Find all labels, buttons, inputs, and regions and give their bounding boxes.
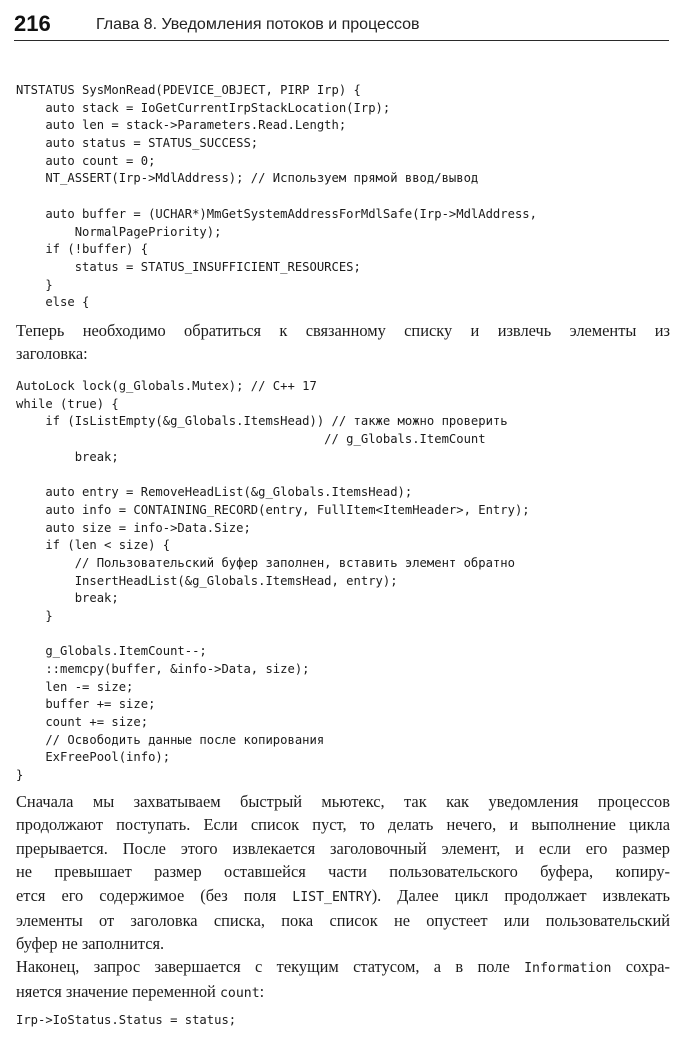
code-line: count += size; (16, 715, 149, 730)
code-line: auto stack = IoGetCurrentIrpStackLocation(Irp); (16, 100, 391, 115)
code-line (16, 188, 537, 206)
inline-code-count: count (219, 986, 260, 1002)
paragraph-line: прерывается. После этого извлекается заголовочный элемент, и если его размер (16, 838, 670, 858)
code-block-sysmonread (16, 82, 537, 312)
code-line: Irp->IoStatus.Status = status; (16, 1013, 237, 1027)
code-line: len -= size; (16, 679, 134, 694)
code-line: } (16, 277, 53, 292)
code-line: g_Globals.ItemCount--; (16, 644, 207, 659)
code-line: // Освободить данные после копирования (16, 732, 325, 747)
paragraph-line: заголовка: (16, 344, 88, 364)
code-line: if (!buffer) { (16, 242, 149, 257)
paragraph-loop-explanation (16, 790, 670, 956)
code-line: ExFreePool(info); (16, 750, 171, 765)
code-line: auto count = 0; (16, 153, 156, 168)
code-block-list-loop (16, 378, 530, 785)
paragraph-line: не превышает размер оставшейся части пользовательского буфера, копиру- (16, 862, 670, 882)
code-line: break; (16, 449, 119, 464)
paragraph-completion (16, 955, 670, 1006)
code-line: while (true) { (16, 396, 119, 411)
code-line: InsertHeadList(&g_Globals.ItemsHead, entry); (16, 573, 398, 588)
code-line: // Пользовательский буфер заполнен, вставить элемент обратно (16, 555, 515, 570)
code-line: if (IsListEmpty(&g_Globals.ItemsHead)) // также можно проверить (16, 414, 508, 429)
code-line: status = STATUS_INSUFFICIENT_RESOURCES; (16, 259, 361, 274)
paragraph-line: Сначала мы захватываем быстрый мьютекс, так как уведомления процессов (16, 792, 670, 811)
paragraph-line (16, 980, 670, 1005)
paragraph-text: сохра- (611, 957, 670, 976)
paragraph-text: ется его содержимое (без поля (16, 885, 293, 905)
paragraph-line: Теперь необходимо обратиться к связанному списку и извлечь элементы из (16, 321, 670, 340)
code-line: else { (16, 295, 90, 310)
code-line: buffer += size; (16, 697, 156, 712)
paragraph-text: няется значение переменной (16, 982, 220, 1002)
paragraph-text: : (259, 982, 265, 1002)
paragraph-text: Наконец, запрос завершается с текущим статусом, а в поле (16, 957, 525, 976)
code-line: ::memcpy(buffer, &info->Data, size); (16, 662, 310, 676)
code-block-iostatus (16, 1012, 236, 1030)
chapter-title: Глава 8. Уведомления потоков и процессов (96, 16, 420, 33)
code-line: NT_ASSERT(Irp->MdlAddress); // Используем прямой ввод/вывод (16, 171, 479, 186)
code-line: auto entry = RemoveHeadList(&g_Globals.ItemsHead); (16, 485, 413, 500)
code-line (16, 626, 530, 644)
code-line: auto buffer = (UCHAR*)MmGetSystemAddressForMdlSafe(Irp->MdlAddress, (16, 206, 537, 221)
inline-code-information: Information (524, 961, 612, 976)
code-line: break; (16, 591, 119, 606)
paragraph-line: буфер не заполнится. (16, 934, 165, 954)
code-line: auto size = info->Data.Size; (16, 520, 251, 535)
code-line: auto len = stack->Parameters.Read.Length; (16, 118, 347, 133)
code-line: if (len < size) { (16, 538, 171, 553)
paragraph-list-intro (16, 319, 670, 366)
paragraph-line: элементы от заголовка списка, пока список не опустеет или пользовательский (16, 911, 670, 931)
code-line: } (16, 768, 24, 783)
paragraph-line (16, 884, 670, 909)
code-line: AutoLock lock(g_Globals.Mutex); // C++ 17 (16, 379, 317, 393)
code-line: auto info = CONTAINING_RECORD(entry, FullItem<ItemHeader>, Entry); (16, 502, 530, 517)
code-line: NTSTATUS SysMonRead(PDEVICE_OBJECT, PIRP Irp) { (16, 83, 361, 97)
code-line: } (16, 608, 53, 623)
paragraph-line (16, 955, 670, 980)
code-line: auto status = STATUS_SUCCESS; (16, 136, 259, 151)
page-number: 216 (14, 11, 51, 36)
inline-code-list-entry: LIST_ENTRY (292, 889, 372, 905)
code-line: NormalPagePriority); (16, 224, 222, 239)
paragraph-text: ). Далее цикл продолжает извлекать (371, 885, 670, 905)
paragraph-line: продолжают поступать. Если список пуст, то делать нечего, и выполнение цикла (16, 815, 670, 835)
code-line (16, 466, 530, 484)
code-line: // g_Globals.ItemCount (16, 432, 486, 447)
page-header (14, 10, 669, 41)
